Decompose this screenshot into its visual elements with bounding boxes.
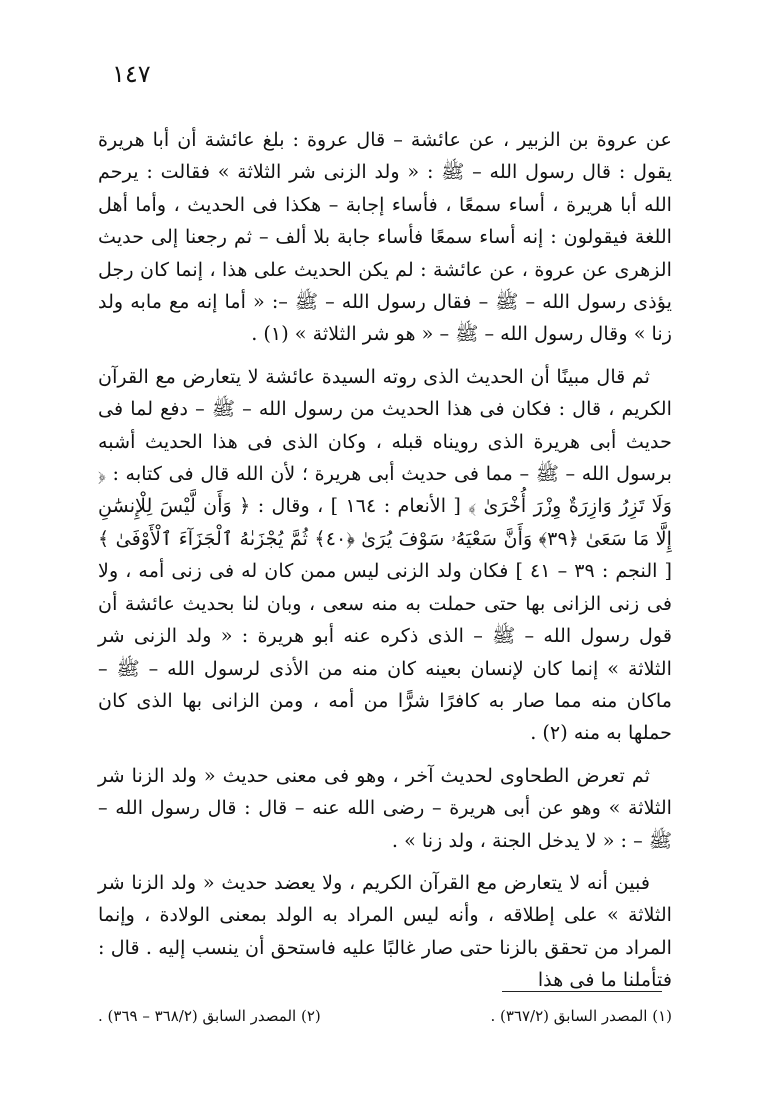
- paragraph: ثم تعرض الطحاوى لحديث آخر ، وهو فى معنى حديث « ولد الزنا شر الثلاثة » وهو عن أبى هريرة – رضى الله عنه – قال : قال رسول الله – ﷺ – : « لا يدخل الجنة ، ولد زنا » .: [98, 763, 672, 852]
- footnotes: [98, 1004, 672, 1028]
- footnote-1: (١) المصدر السابق (٣٦٧/٢) .: [490, 1007, 672, 1025]
- page-number: ١٤٧: [112, 60, 151, 88]
- footnote-2: (٢) المصدر السابق (٣٦٨/٢ – ٣٦٩) .: [98, 1007, 321, 1025]
- paragraph: ثم قال مبينًا أن الحديث الذى روته السيدة عائشة لا يتعارض مع القرآن الكريم ، قال : فكان فى هذا الحديث من رسول الله – ﷺ – دفع لما فى حديث أبى هريرة الذى رويناه قبله ، وكان الذى فى هذا الحديث أشبه برسول الله – ﷺ – مما فى حديث أبى هريرة ؛ لأن الله قال فى كتابه : ﴿ وَلَا تَزِرُ وَازِرَةٌ وِزْرَ أُخْرَىٰ ﴾ [ الأنعام : ١٦٤ ] ، وقال : ﴿ وَأَن لَّيْسَ لِلْإِنسَٰنِ إِلَّا مَا سَعَىٰ ﴿٣٩﴾ وَأَنَّ سَعْيَهُۥ سَوْفَ يُرَىٰ ﴿٤٠﴾ ثُمَّ يُجْزَىٰهُ ٱلْجَزَآءَ ٱلْأَوْفَىٰ ﴾ [ النجم : ٣٩ – ٤١ ] فكان ولد الزنى ليس ممن كان له فى زنى أمه ، ولا فى زنى الزانى بها حتى حملت به منه سعى ، وبان لنا بحديث عائشة أن قول رسول الله – ﷺ – الذى ذكره عنه أبو هريرة : « ولد الزنى شر الثلاثة » إنما كان لإنسان بعينه كان منه من الأذى لرسول الله – ﷺ – ماكان منه مما صار به كافرًا شرًّا من أمه ، ومن الزانى بها الذى كان حملها به منه (٢) .: [98, 364, 673, 745]
- footnote-divider: [502, 991, 662, 992]
- paragraph: فبين أنه لا يتعارض مع القرآن الكريم ، ولا يعضد حديث « ولد الزنا شر الثلاثة » على إطلاقه ، وأنه ليس المراد به الولد بمعنى الولادة ، وإنما المراد من تحقق بالزنا حتى صار غالبًا عليه فاستحق أن ينسب إليه . قال : فتأملنا ما فى هذا: [98, 870, 672, 992]
- paragraph: عن عروة بن الزبير ، عن عائشة – قال عروة : بلغ عائشة أن أبا هريرة يقول : قال رسول الله – ﷺ : « ولد الزنى شر الثلاثة » فقالت : يرحم الله أبا هريرة ، أساء سمعًا ، فأساء إجابة – هكذا فى الحديث ، وأما أهل اللغة فيقولون : إنه أساء سمعًا فأساء جابة بلا ألف – ثم رجعنا إلى حديث الزهرى عن عروة ، عن عائشة : لم يكن الحديث على هذا ، إنما كان رجل يؤذى رسول الله – ﷺ – فقال رسول الله – ﷺ –: « أما إنه مع مابه ولد زنا » وقال رسول الله – ﷺ – « هو شر الثلاثة » (١) .: [98, 128, 672, 346]
- body-text: [98, 124, 672, 1007]
